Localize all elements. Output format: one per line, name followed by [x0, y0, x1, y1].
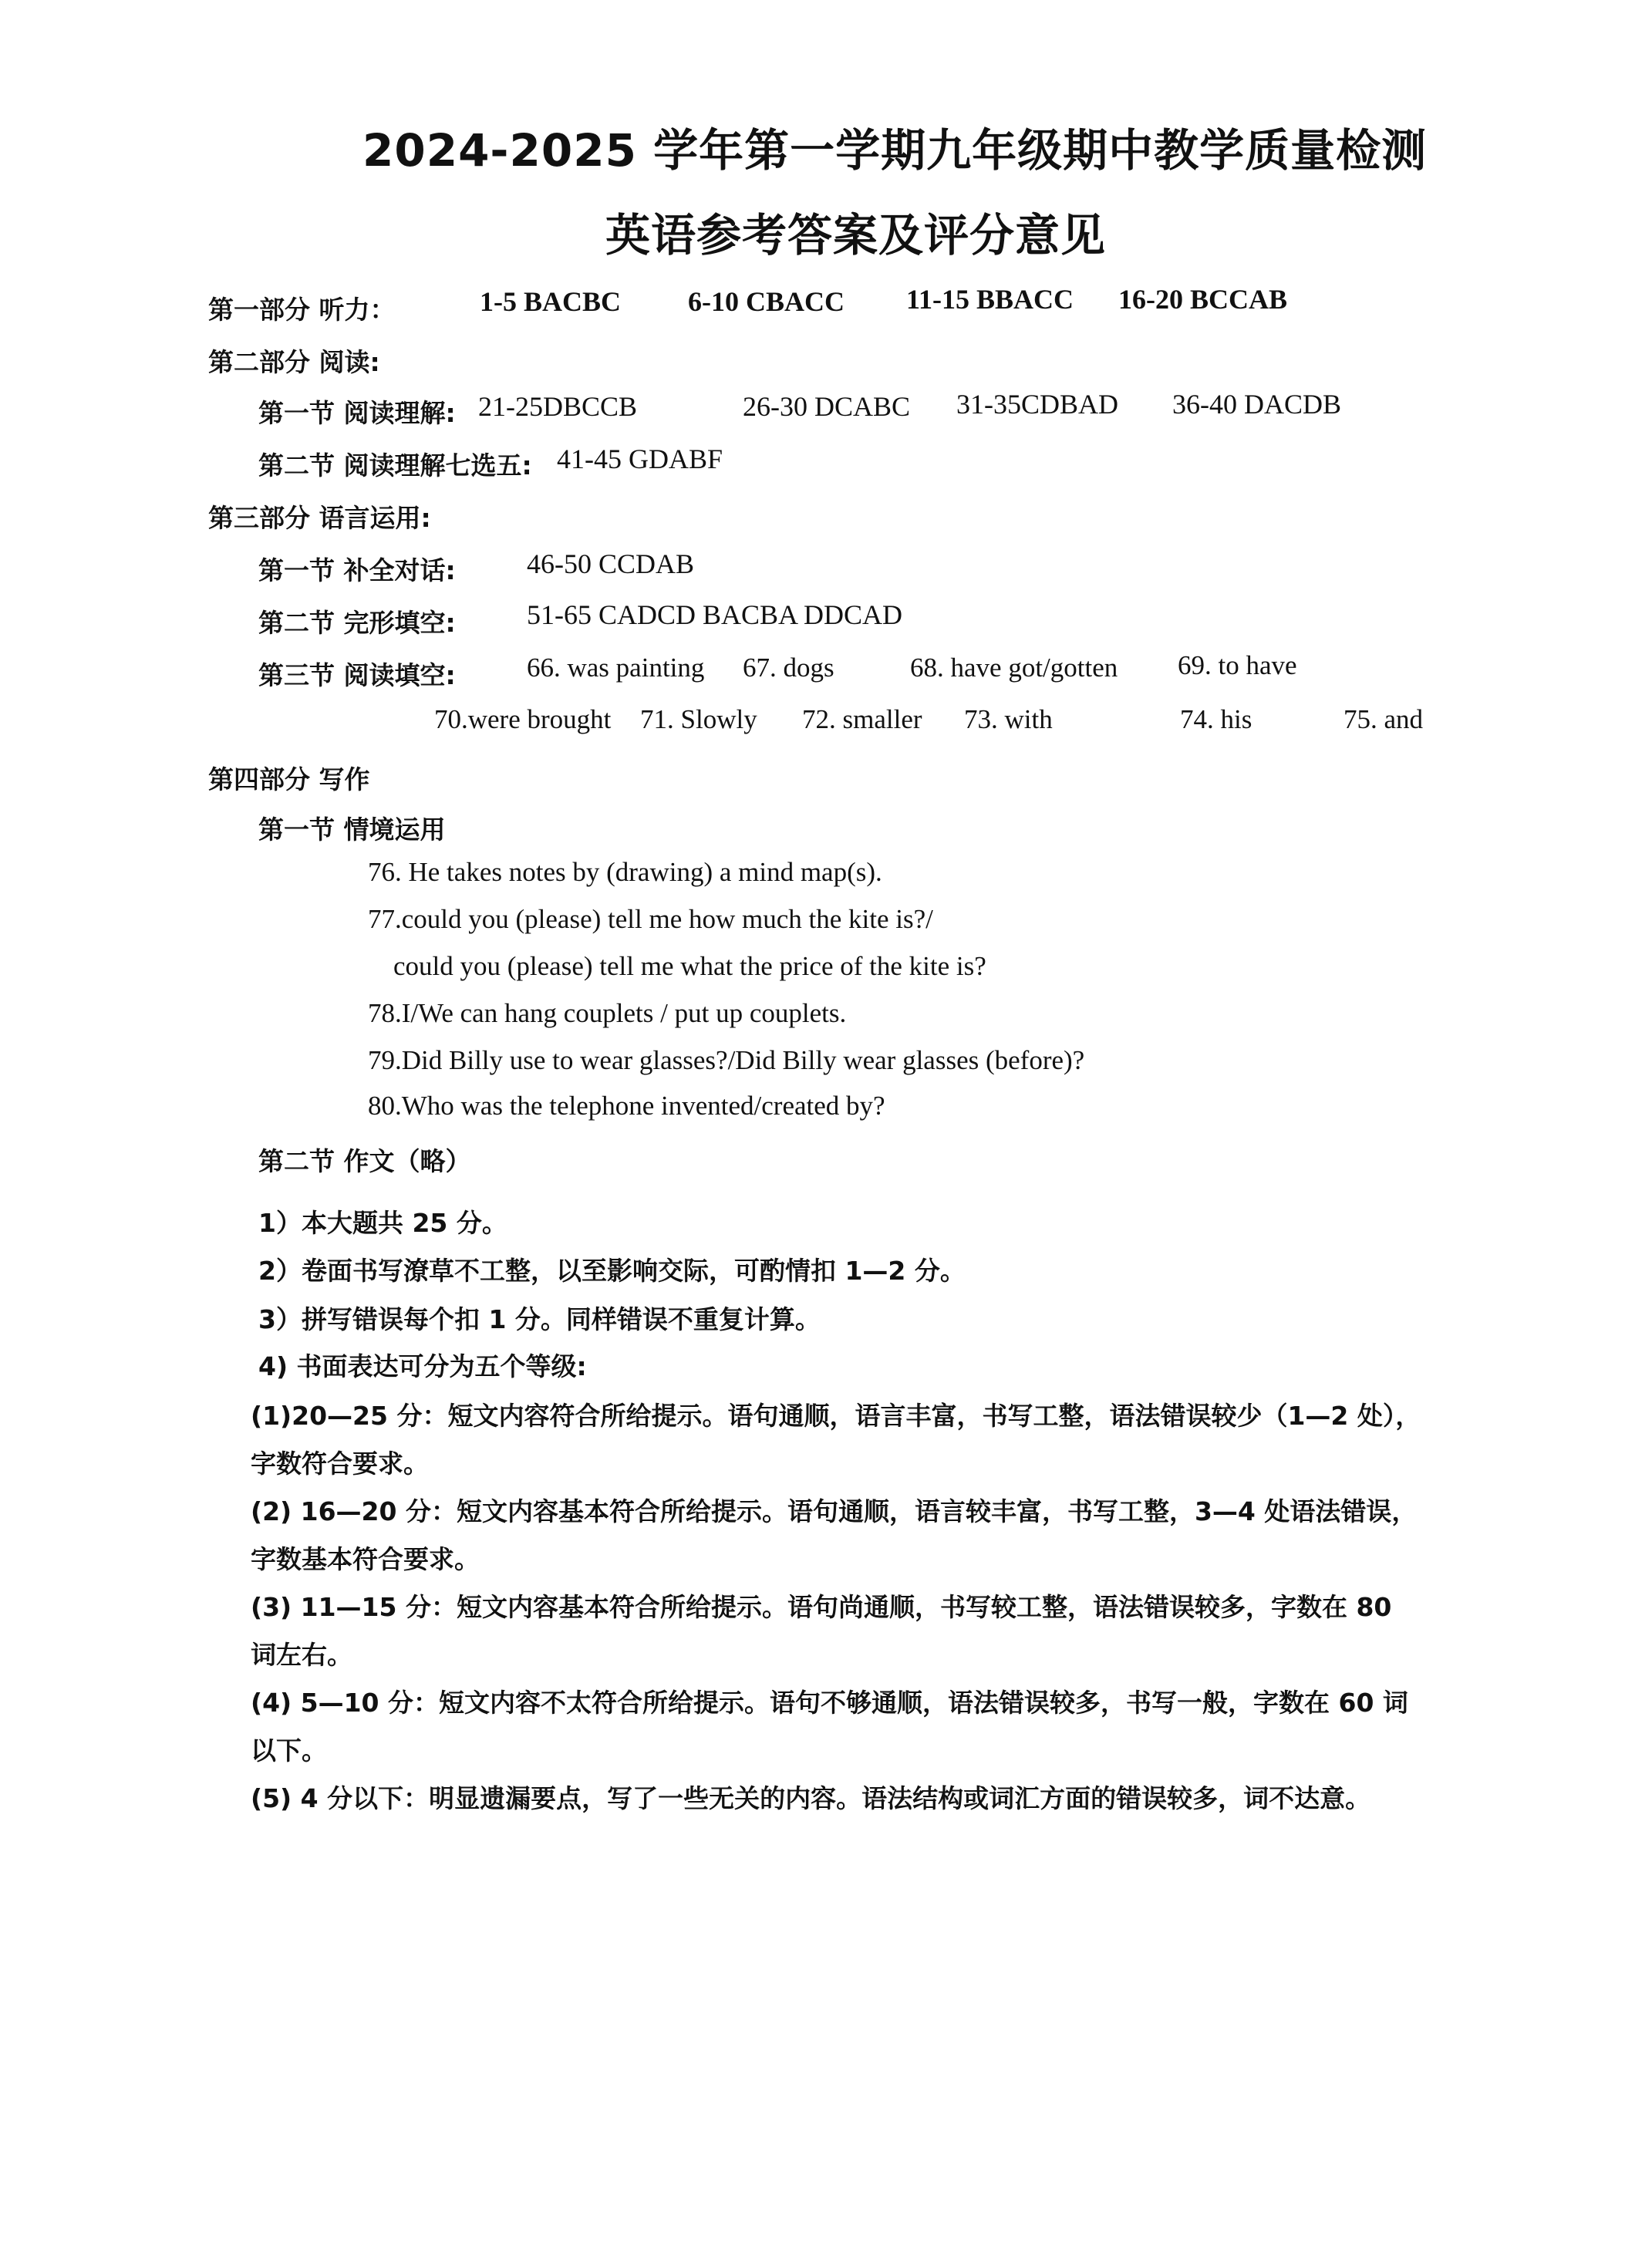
part3-section2-label: 第二节 完形填空: — [258, 608, 456, 638]
fill-answer: 73. with — [964, 704, 1053, 734]
scoring-rule: 3）拼写错误每个扣 1 分。同样错误不重复计算。 — [258, 1304, 821, 1334]
part1-answer: 16-20 BCCAB — [1118, 284, 1288, 315]
fill-answer: 67. dogs — [743, 653, 834, 683]
writing-sentence: could you (please) tell me what the price of the kite is? — [393, 951, 986, 981]
scoring-rule: (1)20—25 分：短文内容符合所给提示。语句通顺，语言丰富，书写工整，语法错误较少（1—2 处）， — [251, 1401, 1421, 1431]
fill-answer: 68. have got/gotten — [910, 653, 1118, 683]
part2-section1-answer: 26-30 DCABC — [743, 391, 911, 422]
part2-section1-answer: 31-35CDBAD — [956, 389, 1119, 420]
part3-section2-answer: 51-65 CADCD BACBA DDCAD — [527, 599, 903, 630]
part1-label: 第一部分 听力： — [208, 295, 396, 325]
scoring-rule: 字数符合要求。 — [251, 1449, 429, 1479]
part2-section2-label: 第二节 阅读理解七选五: — [258, 450, 532, 481]
page-subtitle: 英语参考答案及评分意见 — [605, 209, 1107, 261]
scoring-rule: 2）卷面书写潦草不工整，以至影响交际，可酌情扣 1—2 分。 — [258, 1256, 966, 1286]
scoring-rule: 4) 书面表达可分为五个等级: — [258, 1351, 587, 1381]
part1-answer: 11-15 BBACC — [906, 284, 1074, 315]
writing-sentence: 78.I/We can hang couplets / put up couplets. — [368, 998, 847, 1028]
part4-section2-label: 第二节 作文（略） — [258, 1146, 471, 1176]
fill-answer: 69. to have — [1178, 650, 1297, 680]
scoring-rule: 以下。 — [251, 1735, 327, 1766]
writing-sentence: 79.Did Billy use to wear glasses?/Did Billy wear glasses (before)? — [368, 1045, 1085, 1075]
page-title: 2024-2025 学年第一学期九年级期中教学质量检测 — [362, 124, 1428, 177]
part2-label: 第二部分 阅读: — [208, 347, 380, 377]
writing-sentence: 77.could you (please) tell me how much the kite is?/ — [368, 904, 933, 934]
scoring-rule: 词左右。 — [251, 1640, 352, 1670]
part2-section1-label: 第一节 阅读理解: — [258, 398, 456, 428]
part2-section1-answer: 36-40 DACDB — [1172, 389, 1342, 420]
fill-answer: 72. smaller — [802, 704, 922, 734]
part1-answer: 6-10 CBACC — [688, 286, 845, 317]
part4-label: 第四部分 写作 — [208, 764, 370, 794]
scoring-rule: (2) 16—20 分：短文内容基本符合所给提示。语句通顺，语言较丰富，书写工整，3—4 处语法错误， — [251, 1496, 1418, 1526]
scoring-rule: (4) 5—10 分：短文内容不太符合所给提示。语句不够通顺，语法错误较多，书写一般，字数在 60 词 — [251, 1688, 1408, 1718]
part2-section1-answer: 21-25DBCCB — [478, 391, 638, 422]
fill-answer: 70.were brought — [434, 704, 612, 734]
scoring-rule: 字数基本符合要求。 — [251, 1544, 480, 1574]
writing-sentence: 76. He takes notes by (drawing) a mind map(s). — [368, 857, 882, 887]
fill-answer: 75. and — [1344, 704, 1424, 734]
fill-answer: 66. was painting — [527, 653, 705, 683]
fill-answer: 74. his — [1180, 704, 1252, 734]
fill-answer: 71. Slowly — [640, 704, 757, 734]
part3-section1-label: 第一节 补全对话: — [258, 555, 456, 585]
scoring-rule: (3) 11—15 分：短文内容基本符合所给提示。语句尚通顺，书写较工整，语法错误较多，字数在 80 — [251, 1592, 1392, 1622]
part2-section2-answer: 41-45 GDABF — [557, 444, 723, 474]
part3-label: 第三部分 语言运用: — [208, 503, 431, 533]
writing-sentence: 80.Who was the telephone invented/created by? — [368, 1091, 885, 1121]
part3-section3-label: 第三节 阅读填空: — [258, 660, 456, 690]
part4-section1-label: 第一节 情境运用 — [258, 815, 446, 845]
scoring-rule: 1）本大题共 25 分。 — [258, 1208, 507, 1238]
scoring-rule: (5) 4 分以下：明显遗漏要点，写了一些无关的内容。语法结构或词汇方面的错误较多，词不达意。 — [251, 1783, 1371, 1813]
part1-answer: 1-5 BACBC — [480, 286, 622, 317]
part3-section1-answer: 46-50 CCDAB — [527, 548, 695, 579]
